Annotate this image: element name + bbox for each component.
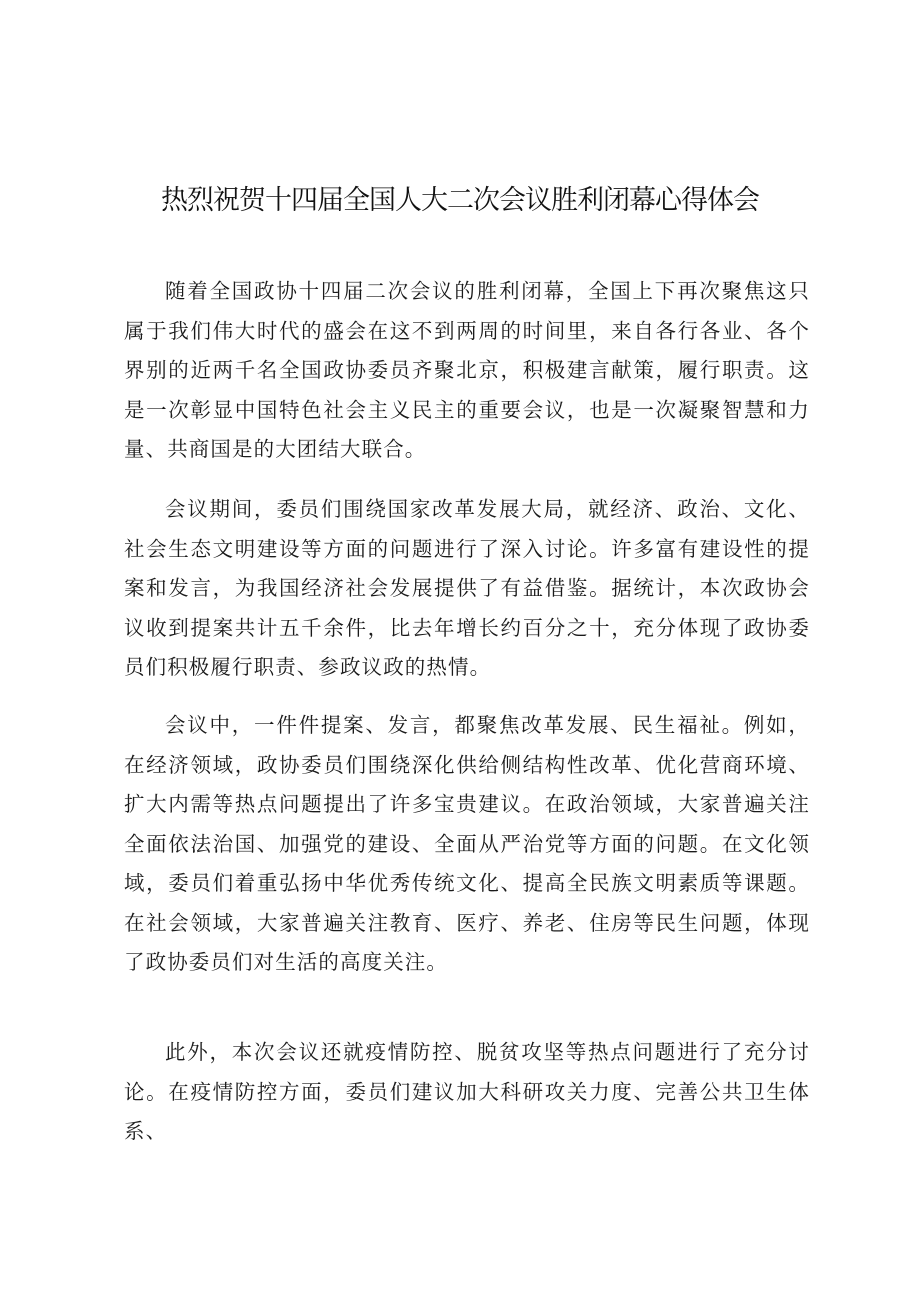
paragraph-2: 会议期间，委员们围绕国家改革发展大局，就经济、政治、文化、社会生态文明建设等方面的问题进行了深入讨论。许多富有建设性的提案和发言，为我国经济社会发展提供了有益借鉴。据统计，本次政协会议收到提案共计五千余件，比去年增长约百分之十，充分体现了政协委员们积极履行职责、参政议政的热情。 — [124, 497, 810, 679]
paragraph-3: 会议中，一件件提案、发言，都聚焦改革发展、民生福祉。例如，在经济领域，政协委员们围绕深化供给侧结构性改革、优化营商环境、扩大内需等热点问题提出了许多宝贵建议。在政治领域，大家普遍关注全面依法治国、加强党的建设、全面从严治党等方面的问题。在文化领域，委员们着重弘扬中华优秀传统文化、提高全民族文明素质等课题。在社会领域，大家普遍关注教育、医疗、养老、住房等民生问题，体现了政协委员们对生活的高度关注。 — [124, 713, 810, 974]
paragraph-1: 随着全国政协十四届二次会议的胜利闭幕，全国上下再次聚焦这只属于我们伟大时代的盛会在这不到两周的时间里，来自各行各业、各个界别的近两千名全国政协委员齐聚北京，积极建言献策，履行职责。这是一次彰显中国特色社会主义民主的重要会议，也是一次凝聚智慧和力量、共商国是的大团结大联合。 — [124, 279, 810, 461]
paragraph-4: 此外，本次会议还就疫情防控、脱贫攻坚等热点问题进行了充分讨论。在疫情防控方面，委员们建议加大科研攻关力度、完善公共卫生体系、 — [124, 1040, 810, 1143]
document-title: 热烈祝贺十四届全国人大二次会议胜利闭幕心得体会 — [161, 185, 759, 216]
